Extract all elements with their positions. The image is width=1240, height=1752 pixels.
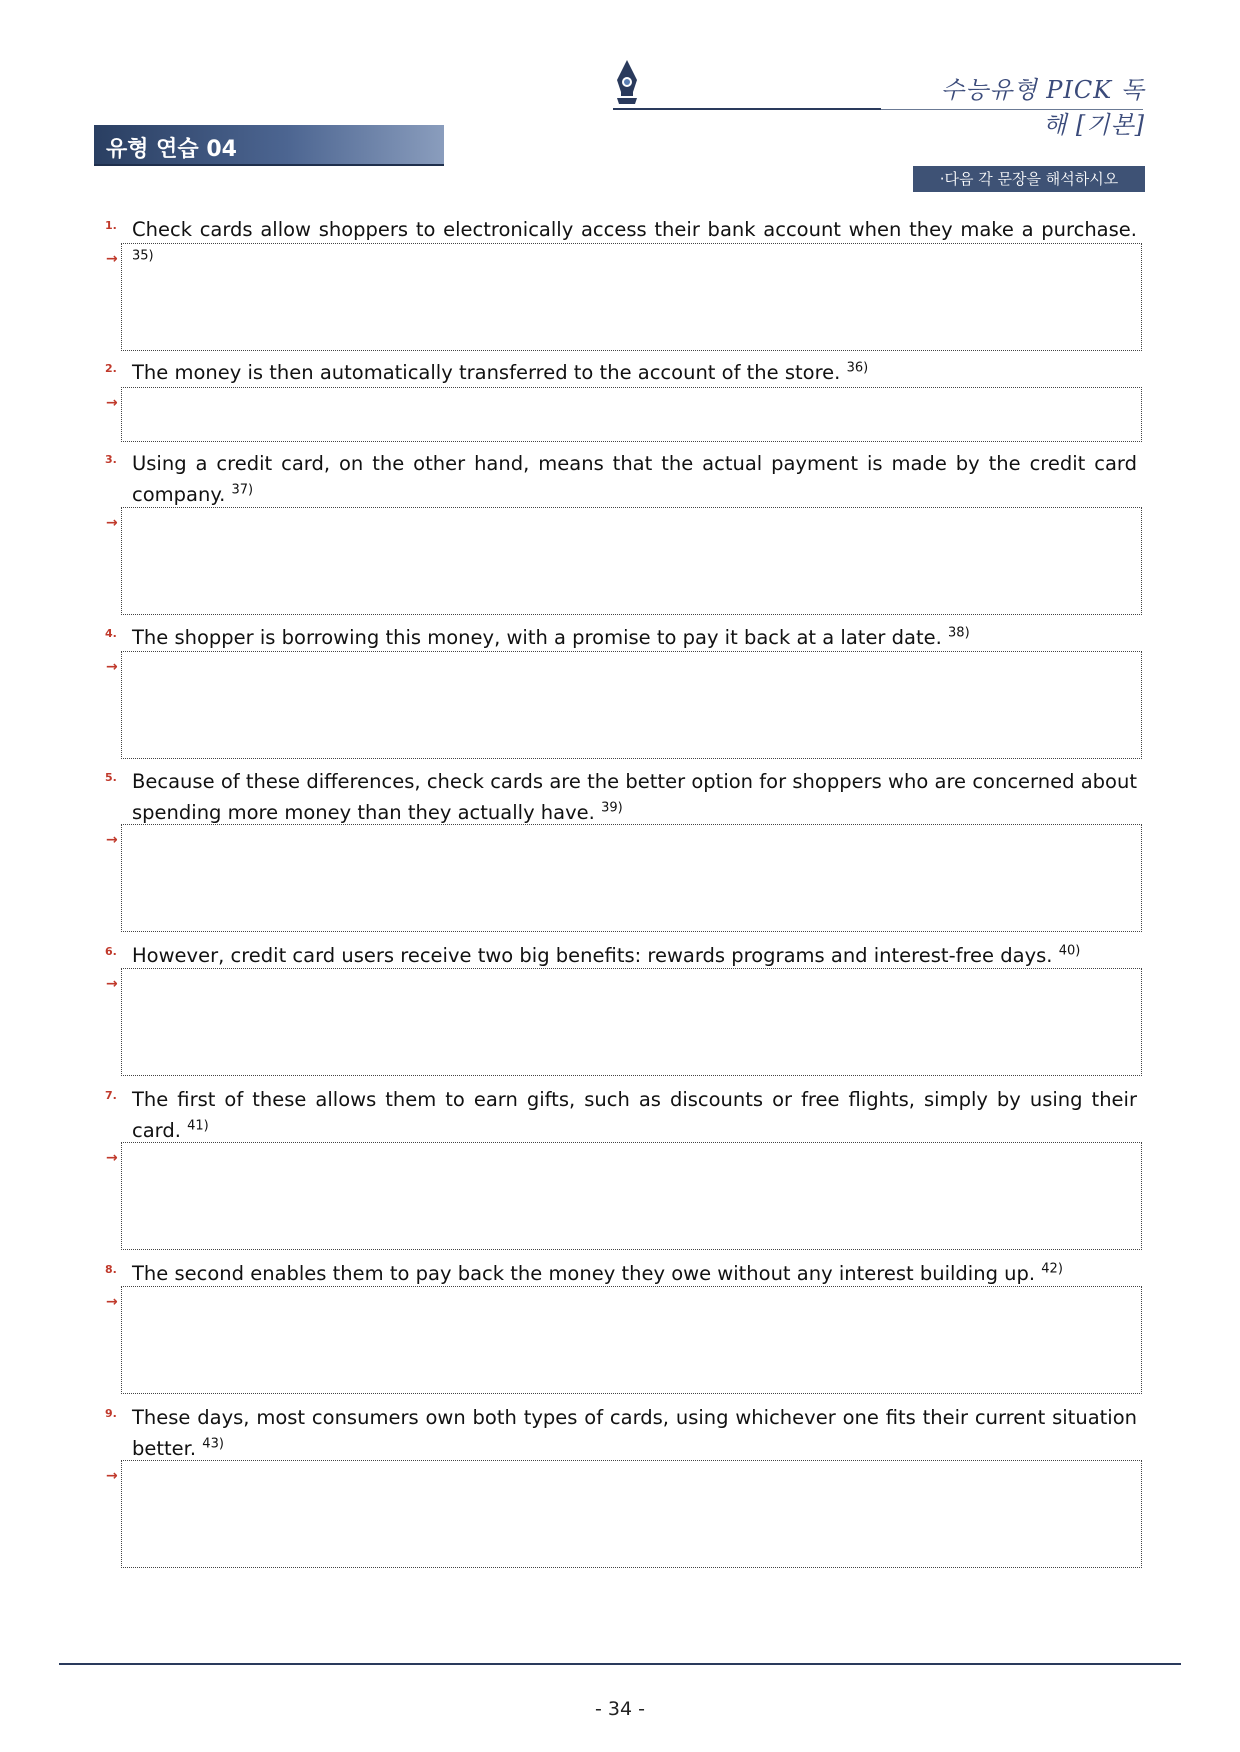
- answer-box[interactable]: [121, 824, 1142, 932]
- footnote-ref: 38): [948, 625, 970, 641]
- footnote-ref: 40): [1058, 943, 1081, 959]
- page-number: - 34 -: [595, 1698, 645, 1720]
- answer-box[interactable]: [121, 651, 1142, 759]
- footer-rule: [59, 1663, 1181, 1665]
- question-sentence: [132, 1258, 1137, 1289]
- question-text: Check cards allow shoppers to electronically access their bank account when they make a purchase.: [132, 218, 1137, 241]
- instruction-badge: ·다음 각 문장을 해석하시오: [913, 166, 1145, 192]
- question-sentence: [132, 1402, 1137, 1464]
- answer-box[interactable]: [121, 243, 1142, 351]
- question-number: 9.: [105, 1407, 117, 1420]
- footnote-ref: 39): [601, 800, 623, 816]
- header-rule-dark: [613, 108, 881, 110]
- answer-box[interactable]: [121, 507, 1142, 615]
- footnote-ref: 42): [1041, 1261, 1063, 1277]
- answer-box[interactable]: [121, 387, 1142, 442]
- question-sentence: [132, 357, 1137, 388]
- question-sentence: [132, 448, 1137, 510]
- arrow-icon: →: [106, 251, 118, 267]
- question-text: The money is then automatically transferred to the account of the store.: [132, 361, 841, 384]
- arrow-icon: →: [106, 976, 118, 992]
- question-number: 7.: [105, 1089, 117, 1102]
- arrow-icon: →: [106, 1468, 118, 1484]
- footnote-ref: 37): [231, 482, 254, 498]
- footnote-ref: 41): [187, 1118, 209, 1134]
- question-sentence: [132, 1084, 1137, 1146]
- question-text: However, credit card users receive two big benefits: rewards programs and interest-free days.: [132, 944, 1053, 967]
- footnote-ref: 36): [846, 360, 869, 376]
- footnote-ref: 35): [132, 248, 154, 264]
- answer-box[interactable]: [121, 1286, 1142, 1394]
- question-number: 2.: [105, 362, 117, 375]
- answer-box[interactable]: [121, 1142, 1142, 1250]
- arrow-icon: →: [106, 1294, 118, 1310]
- question-sentence: [132, 622, 1137, 653]
- answer-box[interactable]: [121, 1460, 1142, 1568]
- section-title: 유형 연습 04: [106, 137, 237, 162]
- answer-box[interactable]: [121, 968, 1142, 1076]
- question-sentence: [132, 766, 1137, 828]
- section-title-tab: [94, 125, 444, 166]
- arrow-icon: →: [106, 1150, 118, 1166]
- question-number: 6.: [105, 945, 117, 958]
- question-text: The first of these allows them to earn gifts, such as discounts or free flights, simply by using their card.: [132, 1088, 1137, 1142]
- question-number: 4.: [105, 627, 117, 640]
- question-text: These days, most consumers own both types of cards, using whichever one fits their current situation better.: [132, 1406, 1137, 1460]
- question-number: 3.: [105, 453, 117, 466]
- question-number: 5.: [105, 771, 117, 784]
- arrow-icon: →: [106, 832, 118, 848]
- pen-nib-logo-icon: [613, 58, 641, 108]
- question-number: 8.: [105, 1263, 117, 1276]
- question-text: Because of these differences, check cards are the better option for shoppers who are concerned about spending more money than they actually have.: [132, 770, 1137, 824]
- question-number: 1.: [105, 219, 117, 232]
- question-text: The second enables them to pay back the money they owe without any interest building up.: [132, 1262, 1036, 1285]
- arrow-icon: →: [106, 659, 118, 675]
- arrow-icon: →: [106, 395, 118, 411]
- question-text: The shopper is borrowing this money, with a promise to pay it back at a later date.: [132, 626, 942, 649]
- question-sentence: [132, 940, 1137, 971]
- header-book-title: 수능유형 PICK 독해 [기본]: [940, 76, 1145, 139]
- footnote-ref: 43): [202, 1436, 224, 1452]
- arrow-icon: →: [106, 515, 118, 531]
- question-text: Using a credit card, on the other hand, means that the actual payment is made by the credit card company.: [132, 452, 1137, 506]
